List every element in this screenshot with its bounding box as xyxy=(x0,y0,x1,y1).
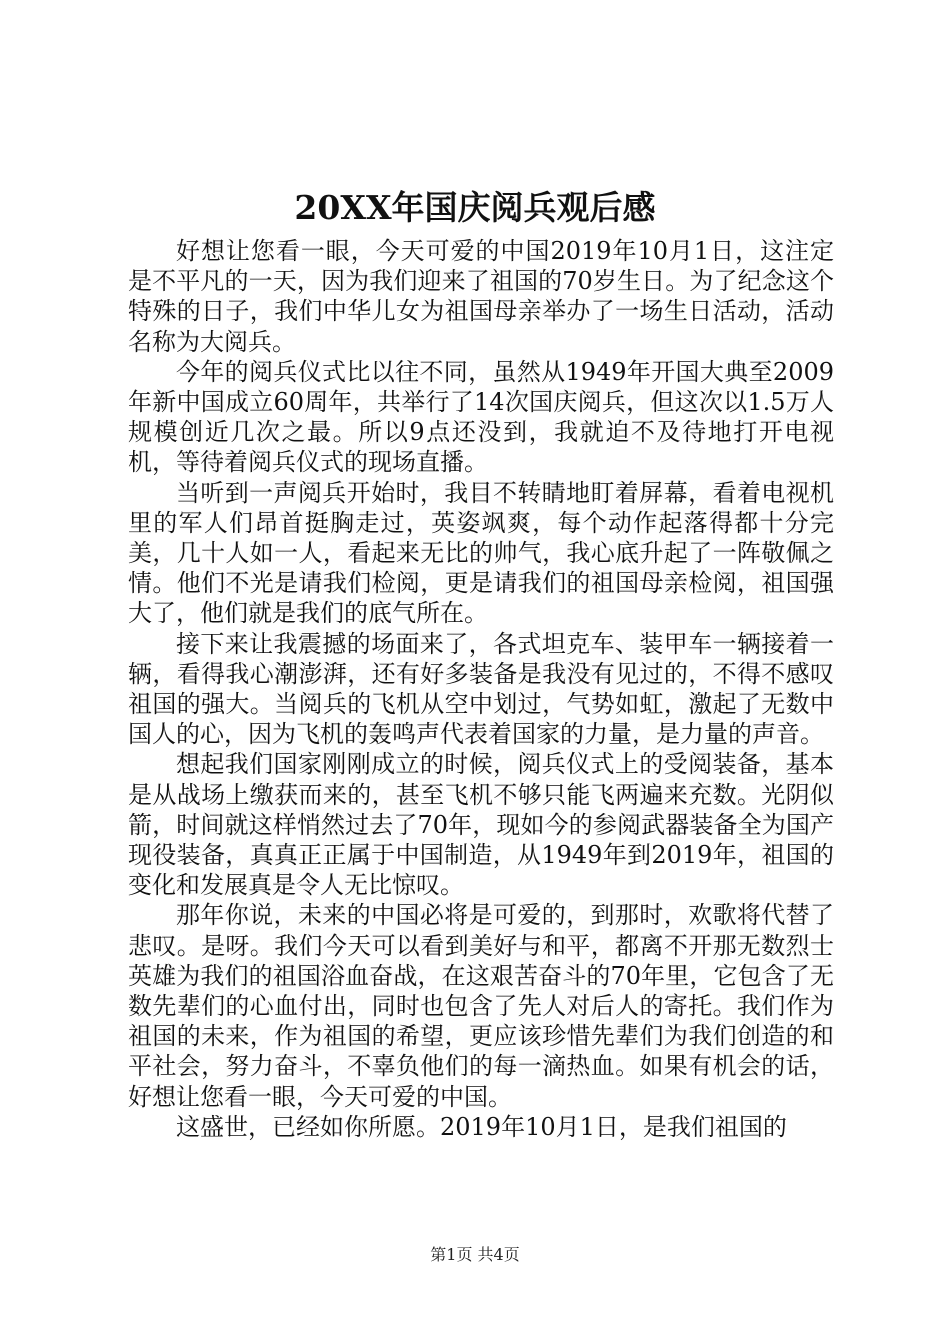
page-number-footer: 第1页 共4页 xyxy=(430,1245,520,1264)
paragraph: 想起我们国家刚刚成立的时候，阅兵仪式上的受阅装备，基本是从战场上缴获而来的，甚至飞机不够只能飞两遍来充数。光阴似箭，时间就这样悄然过去了70年，现如今的参阅武器装备全为国产现役装备，真真正正属于中国制造，从1949年到2019年，祖国的变化和发展真是令人无比惊叹。 xyxy=(128,750,834,900)
paragraph: 当听到一声阅兵开始时，我目不转睛地盯着屏幕，看着电视机里的军人们昂首挺胸走过，英姿飒爽，每个动作起落得都十分完美，几十人如一人，看起来无比的帅气，我心底升起了一阵敬佩之情。他们不光是请我们检阅，更是请我们的祖国母亲检阅，祖国强大了，他们就是我们的底气所在。 xyxy=(128,478,834,628)
paragraph: 这盛世，已经如你所愿。2019年10月1日，是我们祖国的 xyxy=(176,1112,787,1141)
paragraph: 那年你说，未来的中国必将是可爱的，到那时，欢歌将代替了悲叹。是呀。我们今天可以看到美好与和平，都离不开那无数烈士英雄为我们的祖国浴血奋战，在这艰苦奋斗的70年里，它包含了无数先辈们的心血付出，同时也包含了先人对后人的寄托。我们作为祖国的未来，作为祖国的希望，更应该珍惜先辈们为我们创造的和平社会，努力奋斗，不辜负他们的每一滴热血。如果有机会的话，好想让您看一眼，今天可爱的中国。 xyxy=(128,901,834,1111)
paragraph: 接下来让我震撼的场面来了，各式坦克车、装甲车一辆接着一辆，看得我心潮澎湃，还有好多装备是我没有见过的，不得不感叹祖国的强大。当阅兵的飞机从空中划过，气势如虹，激起了无数中国人的心，因为飞机的轰鸣声代表着国家的力量，是力量的声音。 xyxy=(128,629,834,749)
paragraph: 今年的阅兵仪式比以往不同，虽然从1949年开国大典至2009年新中国成立60周年，共举行了14次国庆阅兵，但这次以1.5万人规模创近几次之最。所以9点还没到，我就迫不及待地打开电视机，等待着阅兵仪式的现场直播。 xyxy=(128,357,834,477)
document-title: 20XX年国庆阅兵观后感 xyxy=(294,188,656,227)
paragraph: 好想让您看一眼，今天可爱的中国2019年10月1日，这注定是不平凡的一天，因为我们迎来了祖国的70岁生日。为了纪念这个特殊的日子，我们中华儿女为祖国母亲举办了一场生日活动，活动名称为大阅兵。 xyxy=(128,237,834,356)
document-body xyxy=(128,236,834,1142)
